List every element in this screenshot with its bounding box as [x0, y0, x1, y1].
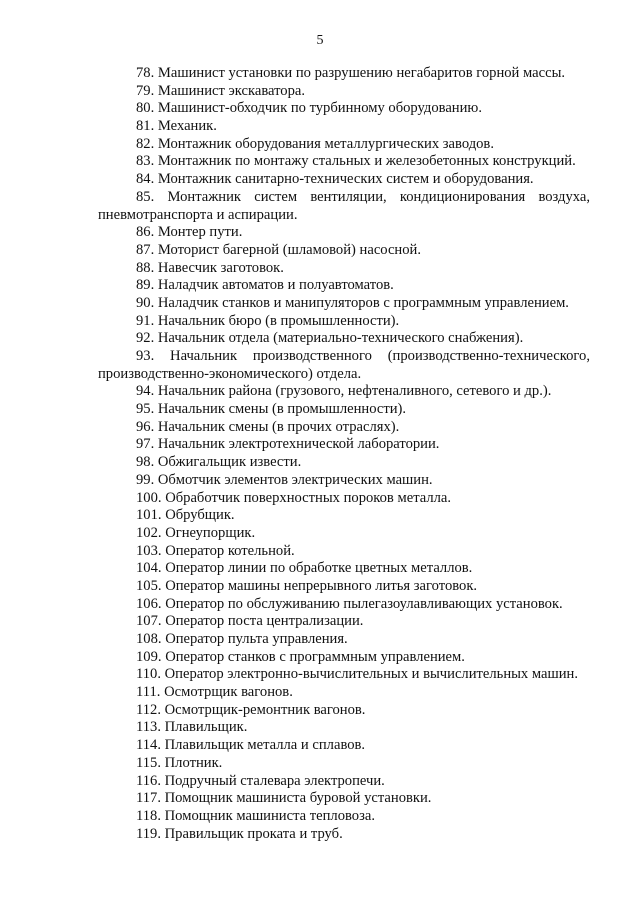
list-item: 79. Машинист экскаватора. [136, 82, 306, 99]
list-item: 111. Осмотрщик вагонов. [136, 684, 293, 701]
list-item: 97. Начальник электротехнической лаборатории. [136, 436, 440, 453]
list-item: 101. Обрубщик. [136, 507, 235, 524]
profession-list [98, 65, 590, 843]
list-item: 99. Обмотчик элементов электрических машин. [136, 471, 433, 488]
list-item: 80. Машинист-обходчик по турбинному оборудованию. [136, 100, 482, 117]
list-item: 81. Механик. [136, 118, 217, 135]
list-item: 115. Плотник. [136, 754, 223, 771]
list-item: 103. Оператор котельной. [136, 542, 295, 559]
list-item: 116. Подручный сталевара электропечи. [136, 772, 385, 789]
list-item: 105. Оператор машины непрерывного литья заготовок. [136, 577, 478, 594]
list-item: 109. Оператор станков с программным управлением. [136, 648, 465, 665]
list-item: 94. Начальник района (грузового, нефтеналивного, сетевого и др.). [136, 383, 552, 400]
list-item: 117. Помощник машиниста буровой установки. [136, 790, 432, 807]
list-item: 91. Начальник бюро (в промышленности). [136, 312, 400, 329]
list-item: 88. Навесчик заготовок. [136, 259, 284, 276]
list-item: 83. Монтажник по монтажу стальных и железобетонных конструкций. [136, 153, 576, 170]
list-item: 93. Начальник производственного (производственно-технического, производственно-экономического) отдела. [98, 348, 590, 382]
list-item: 95. Начальник смены (в промышленности). [136, 401, 407, 418]
list-item: 90. Наладчик станков и манипуляторов с программным управлением. [136, 294, 569, 311]
list-item: 104. Оператор линии по обработке цветных металлов. [136, 560, 473, 577]
list-item: 89. Наладчик автоматов и полуавтоматов. [136, 277, 394, 294]
list-item: 86. Монтер пути. [136, 224, 243, 241]
list-item: 107. Оператор поста централизации. [136, 613, 364, 630]
list-item: 78. Машинист установки по разрушению негабаритов горной массы. [136, 65, 566, 81]
page-number: 5 [316, 33, 324, 48]
list-item: 102. Огнеупорщик. [136, 524, 256, 541]
list-item: 119. Правильщик проката и труб. [136, 825, 343, 842]
list-item: 84. Монтажник санитарно-технических систем и оборудования. [136, 171, 534, 188]
list-item: 112. Осмотрщик-ремонтник вагонов. [136, 701, 366, 718]
list-item: 118. Помощник машиниста тепловоза. [136, 807, 375, 824]
list-item: 82. Монтажник оборудования металлургических заводов. [136, 135, 494, 152]
list-item: 92. Начальник отдела (материально-технического снабжения). [136, 330, 524, 347]
list-item: 114. Плавильщик металла и сплавов. [136, 737, 366, 754]
list-item: 106. Оператор по обслуживанию пылегазоулавливающих установок. [136, 595, 563, 612]
list-item: 87. Моторист багерной (шламовой) насосной. [136, 241, 421, 258]
list-item: 108. Оператор пульта управления. [136, 631, 348, 647]
list-item: 110. Оператор электронно-вычислительных и вычислительных машин. [136, 666, 578, 683]
list-item: 113. Плавильщик. [136, 719, 248, 736]
list-item: 98. Обжигальщик извести. [136, 454, 302, 471]
list-item: 96. Начальник смены (в прочих отраслях). [136, 418, 400, 435]
list-item: 100. Обработчик поверхностных пороков металла. [136, 489, 452, 506]
list-item: 85. Монтажник систем вентиляции, кондиционирования воздуха, пневмотранспорта и аспирации. [98, 188, 590, 223]
